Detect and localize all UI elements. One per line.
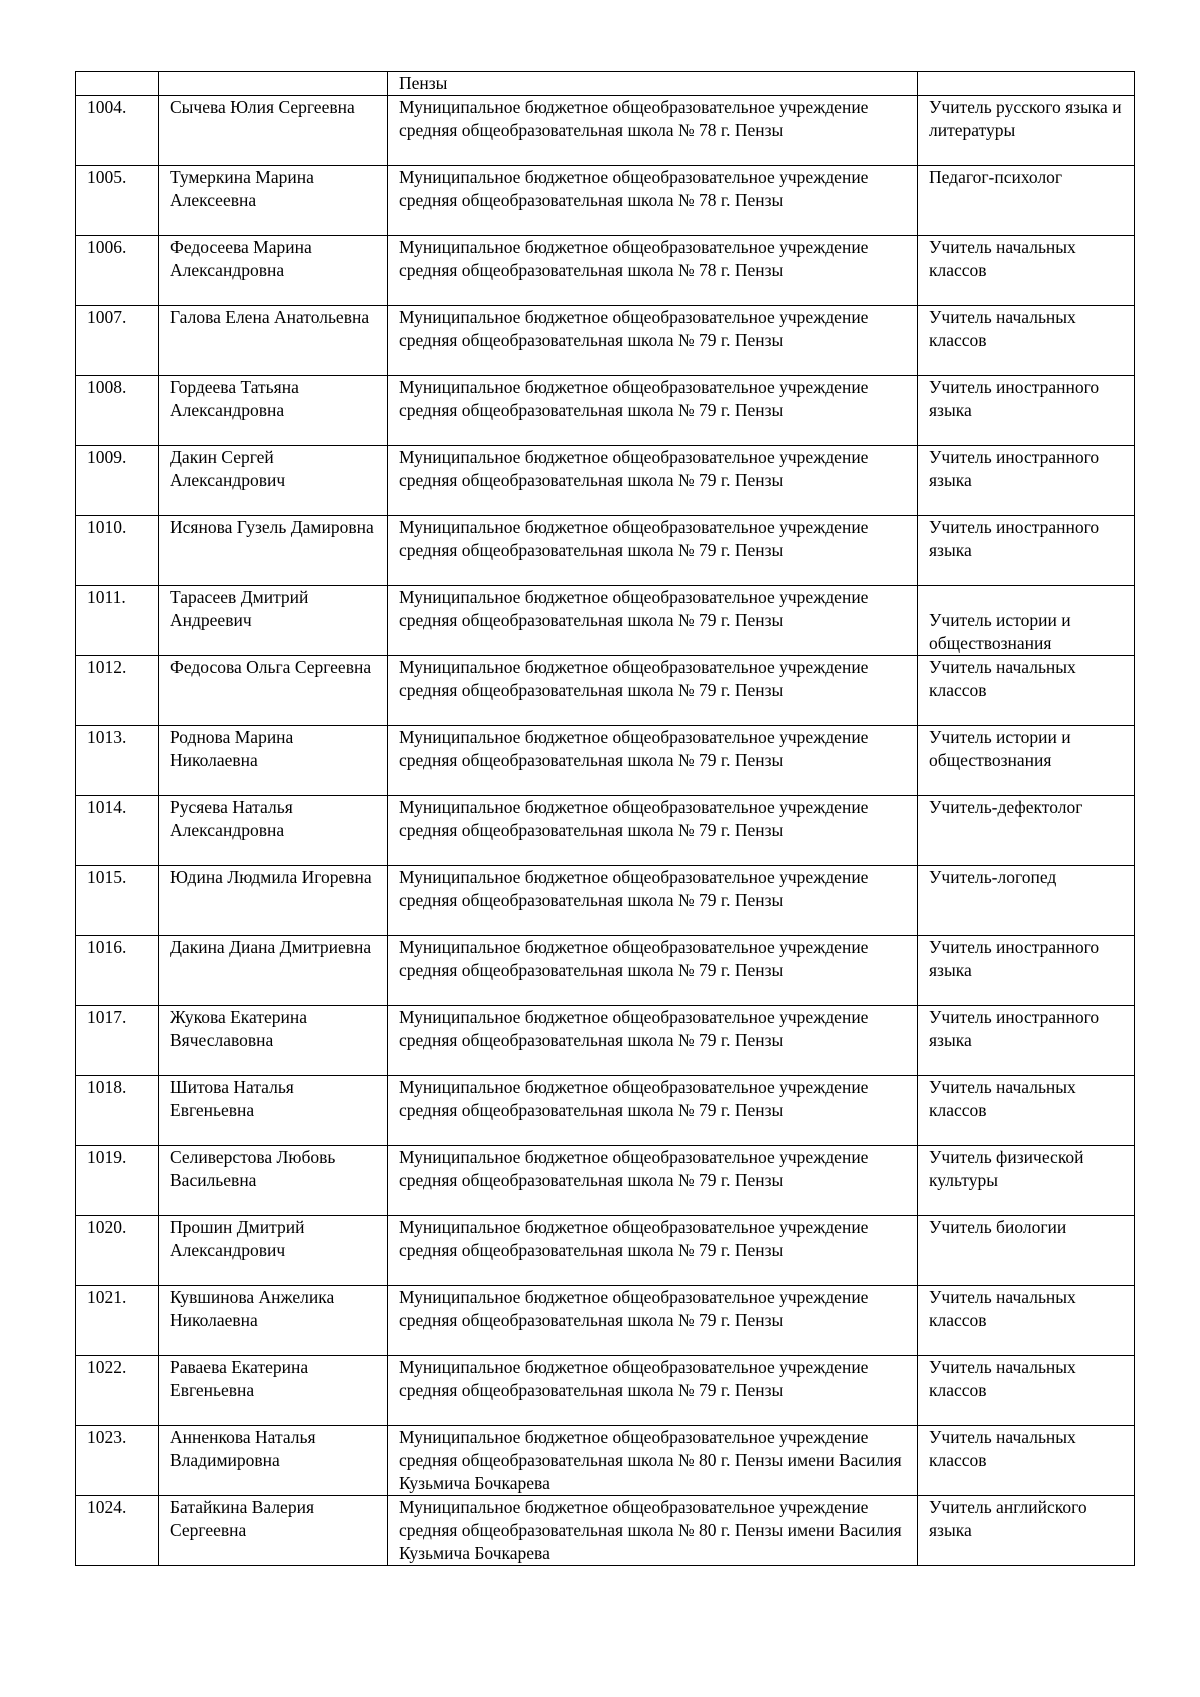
cell-position <box>918 72 1135 96</box>
cell-position: Учитель иностранного языка <box>918 936 1135 1006</box>
cell-organization: Муниципальное бюджетное общеобразовательное учреждение средняя общеобразовательная школа № 78 г. Пензы <box>388 166 918 236</box>
table-row <box>76 516 1135 586</box>
table-row <box>76 1426 1135 1496</box>
cell-organization: Муниципальное бюджетное общеобразовательное учреждение средняя общеобразовательная школа № 79 г. Пензы <box>388 306 918 376</box>
cell-position: Учитель начальных классов <box>918 236 1135 306</box>
cell-organization: Муниципальное бюджетное общеобразовательное учреждение средняя общеобразовательная школа № 79 г. Пензы <box>388 1006 918 1076</box>
cell-organization: Муниципальное бюджетное общеобразовательное учреждение средняя общеобразовательная школа № 79 г. Пензы <box>388 936 918 1006</box>
cell-name: Юдина Людмила Игоревна <box>159 866 388 936</box>
cell-number: 1015. <box>76 866 159 936</box>
cell-organization: Муниципальное бюджетное общеобразовательное учреждение средняя общеобразовательная школа № 79 г. Пензы <box>388 656 918 726</box>
cell-number: 1013. <box>76 726 159 796</box>
cell-name: Дакина Диана Дмитриевна <box>159 936 388 1006</box>
table-row-continuation <box>76 72 1135 96</box>
cell-number: 1006. <box>76 236 159 306</box>
cell-number: 1024. <box>76 1496 159 1566</box>
cell-name: Селиверстова Любовь Васильевна <box>159 1146 388 1216</box>
table-row <box>76 796 1135 866</box>
staff-table <box>75 71 1135 1566</box>
cell-number: 1023. <box>76 1426 159 1496</box>
cell-name: Жукова Екатерина Вячеславовна <box>159 1006 388 1076</box>
cell-position: Учитель начальных классов <box>918 1076 1135 1146</box>
table-body <box>76 72 1135 1566</box>
cell-name: Анненкова Наталья Владимировна <box>159 1426 388 1496</box>
cell-name: Шитова Наталья Евгеньевна <box>159 1076 388 1146</box>
cell-name: Русяева Наталья Александровна <box>159 796 388 866</box>
cell-number: 1020. <box>76 1216 159 1286</box>
cell-name: Дакин Сергей Александрович <box>159 446 388 516</box>
table-row <box>76 1006 1135 1076</box>
cell-organization: Муниципальное бюджетное общеобразовательное учреждение средняя общеобразовательная школа № 79 г. Пензы <box>388 1076 918 1146</box>
cell-number: 1022. <box>76 1356 159 1426</box>
cell-position: Учитель начальных классов <box>918 1426 1135 1496</box>
cell-organization: Муниципальное бюджетное общеобразовательное учреждение средняя общеобразовательная школа № 79 г. Пензы <box>388 1146 918 1216</box>
cell-number: 1016. <box>76 936 159 1006</box>
cell-organization: Муниципальное бюджетное общеобразовательное учреждение средняя общеобразовательная школа № 78 г. Пензы <box>388 96 918 166</box>
cell-number: 1014. <box>76 796 159 866</box>
cell-organization: Муниципальное бюджетное общеобразовательное учреждение средняя общеобразовательная школа № 78 г. Пензы <box>388 236 918 306</box>
cell-number: 1005. <box>76 166 159 236</box>
cell-position: Учитель-дефектолог <box>918 796 1135 866</box>
table-row <box>76 236 1135 306</box>
table-row <box>76 866 1135 936</box>
cell-name: Батайкина Валерия Сергеевна <box>159 1496 388 1566</box>
cell-number: 1017. <box>76 1006 159 1076</box>
cell-name: Гордеева Татьяна Александровна <box>159 376 388 446</box>
cell-position: Учитель-логопед <box>918 866 1135 936</box>
cell-name: Тарасеев Дмитрий Андреевич <box>159 586 388 656</box>
cell-organization: Пензы <box>388 72 918 96</box>
cell-number: 1010. <box>76 516 159 586</box>
cell-position: Учитель русского языка и литературы <box>918 96 1135 166</box>
cell-position: Учитель истории и обществознания <box>918 726 1135 796</box>
cell-organization: Муниципальное бюджетное общеобразовательное учреждение средняя общеобразовательная школа № 79 г. Пензы <box>388 1356 918 1426</box>
cell-organization: Муниципальное бюджетное общеобразовательное учреждение средняя общеобразовательная школа № 79 г. Пензы <box>388 1216 918 1286</box>
table-row <box>76 726 1135 796</box>
cell-position: Учитель начальных классов <box>918 1356 1135 1426</box>
table-row <box>76 936 1135 1006</box>
cell-number: 1011. <box>76 586 159 656</box>
cell-name: Тумеркина Марина Алексеевна <box>159 166 388 236</box>
cell-position: Учитель биологии <box>918 1216 1135 1286</box>
cell-organization: Муниципальное бюджетное общеобразовательное учреждение средняя общеобразовательная школа № 79 г. Пензы <box>388 796 918 866</box>
table-row <box>76 1076 1135 1146</box>
cell-position: Учитель физической культуры <box>918 1146 1135 1216</box>
table-row <box>76 376 1135 446</box>
cell-position: Учитель английского языка <box>918 1496 1135 1566</box>
cell-position: Учитель истории и обществознания <box>918 586 1135 656</box>
cell-number: 1018. <box>76 1076 159 1146</box>
cell-organization: Муниципальное бюджетное общеобразовательное учреждение средняя общеобразовательная школа № 79 г. Пензы <box>388 516 918 586</box>
table-row <box>76 446 1135 516</box>
cell-name: Федосова Ольга Сергеевна <box>159 656 388 726</box>
table-row <box>76 656 1135 726</box>
cell-position: Учитель начальных классов <box>918 306 1135 376</box>
cell-name: Раваева Екатерина Евгеньевна <box>159 1356 388 1426</box>
cell-number: 1019. <box>76 1146 159 1216</box>
table-row <box>76 586 1135 656</box>
table-row <box>76 1496 1135 1566</box>
cell-name: Галова Елена Анатольевна <box>159 306 388 376</box>
cell-organization: Муниципальное бюджетное общеобразовательное учреждение средняя общеобразовательная школа № 79 г. Пензы <box>388 376 918 446</box>
cell-position: Учитель начальных классов <box>918 656 1135 726</box>
cell-name <box>159 72 388 96</box>
cell-position: Учитель начальных классов <box>918 1286 1135 1356</box>
cell-number: 1004. <box>76 96 159 166</box>
cell-name: Исянова Гузель Дамировна <box>159 516 388 586</box>
cell-name: Кувшинова Анжелика Николаевна <box>159 1286 388 1356</box>
table-row <box>76 166 1135 236</box>
cell-organization: Муниципальное бюджетное общеобразовательное учреждение средняя общеобразовательная школа № 80 г. Пензы имени Василия Кузьмича Бочкарева <box>388 1496 918 1566</box>
cell-organization: Муниципальное бюджетное общеобразовательное учреждение средняя общеобразовательная школа № 79 г. Пензы <box>388 586 918 656</box>
table-row <box>76 1216 1135 1286</box>
table-row <box>76 96 1135 166</box>
cell-position: Педагог-психолог <box>918 166 1135 236</box>
cell-organization: Муниципальное бюджетное общеобразовательное учреждение средняя общеобразовательная школа № 79 г. Пензы <box>388 1286 918 1356</box>
table-row <box>76 306 1135 376</box>
cell-organization: Муниципальное бюджетное общеобразовательное учреждение средняя общеобразовательная школа № 79 г. Пензы <box>388 446 918 516</box>
table-row <box>76 1286 1135 1356</box>
cell-name: Федосеева Марина Александровна <box>159 236 388 306</box>
cell-organization: Муниципальное бюджетное общеобразовательное учреждение средняя общеобразовательная школа № 79 г. Пензы <box>388 726 918 796</box>
table-row <box>76 1146 1135 1216</box>
cell-position: Учитель иностранного языка <box>918 1006 1135 1076</box>
cell-position: Учитель иностранного языка <box>918 446 1135 516</box>
cell-number: 1007. <box>76 306 159 376</box>
cell-number <box>76 72 159 96</box>
cell-name: Роднова Марина Николаевна <box>159 726 388 796</box>
cell-position: Учитель иностранного языка <box>918 376 1135 446</box>
cell-number: 1008. <box>76 376 159 446</box>
cell-number: 1009. <box>76 446 159 516</box>
cell-position: Учитель иностранного языка <box>918 516 1135 586</box>
cell-organization: Муниципальное бюджетное общеобразовательное учреждение средняя общеобразовательная школа № 80 г. Пензы имени Василия Кузьмича Бочкарева <box>388 1426 918 1496</box>
cell-organization: Муниципальное бюджетное общеобразовательное учреждение средняя общеобразовательная школа № 79 г. Пензы <box>388 866 918 936</box>
cell-name: Сычева Юлия Сергеевна <box>159 96 388 166</box>
cell-name: Прошин Дмитрий Александрович <box>159 1216 388 1286</box>
cell-number: 1021. <box>76 1286 159 1356</box>
cell-number: 1012. <box>76 656 159 726</box>
table-row <box>76 1356 1135 1426</box>
